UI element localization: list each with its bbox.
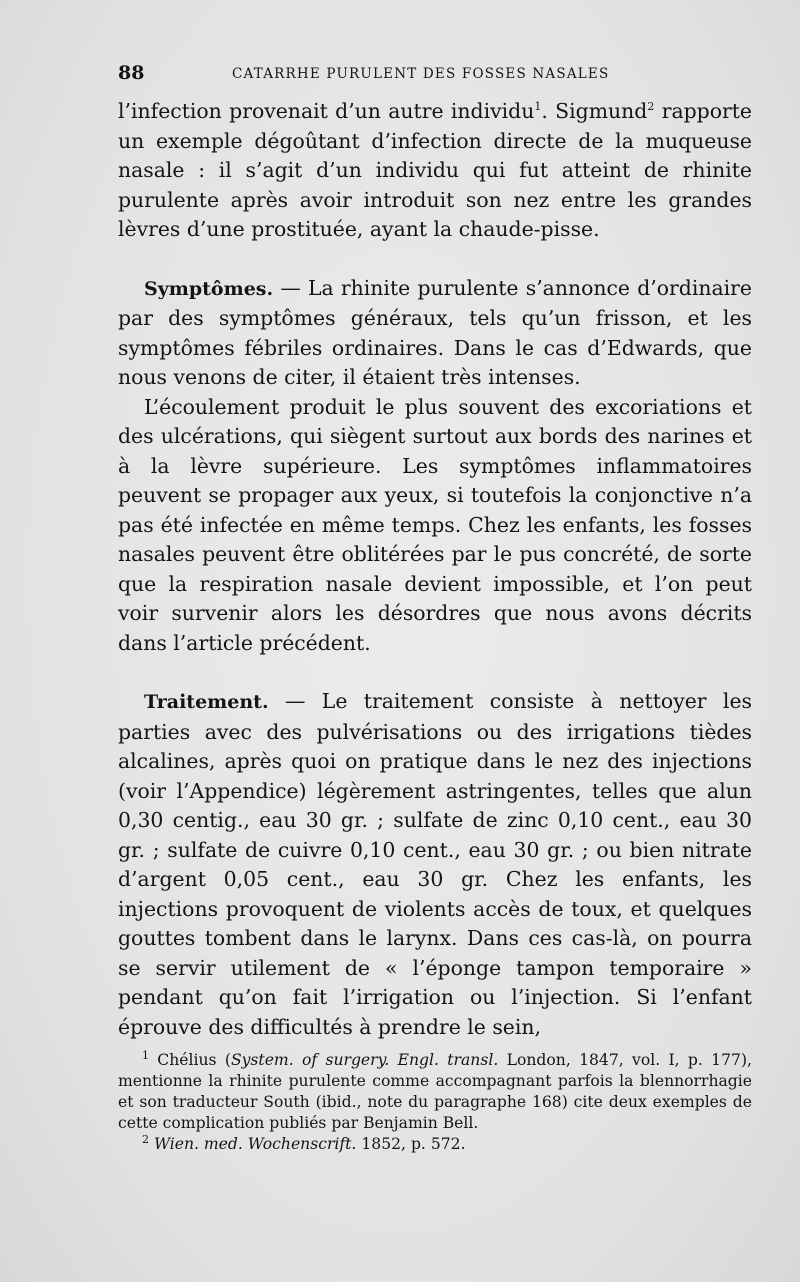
footnote-mark-1: 1 — [142, 1048, 149, 1062]
footnotes — [118, 1050, 752, 1155]
paragraph-text: . Sigmund — [541, 99, 648, 123]
page-header — [118, 62, 748, 86]
footnote-ref-2: 2 — [647, 100, 655, 114]
footnote-ref-1: 1 — [534, 100, 542, 114]
section-heading-symptoms: Symptômes. — [144, 277, 274, 300]
paragraph-text: — La rhinite purulente s’annonce d’ordinaire par des symptômes généraux, tels qu’un frisson, et les symptômes fébriles ordinaires. Dans le cas d’Edwards, que nous venons de citer, il étaient très intenses. — [118, 275, 752, 389]
footnote-text: London, 1847, vol. I, p. 177), mentionne la rhinite purulente comme accompagnant parfois la blennorrhagie et son traducteur South (ibid., note du paragraphe 168) cite deux exemples de cette complication publiés par Benjamin Bell. — [118, 1051, 752, 1132]
body-text — [118, 97, 752, 1042]
paragraph-text: l’infection provenait d’un autre individu — [118, 99, 535, 123]
page-number: 88 — [118, 62, 145, 84]
footnote-2 — [118, 1134, 752, 1155]
paragraph-symptoms — [118, 274, 752, 393]
paragraph-text: — Le traitement consiste à nettoyer les parties avec des pulvérisations ou des irrigations tièdes alcalines, après quoi on pratique dans le nez des injections (voir l’Appendice) légèrement astringentes, telles que alun 0,30 centig., eau 30 gr. ; sulfate de zinc 0,10 cent., eau 30 gr. ; sulfate de cuivre 0,10 cent., eau 30 gr. ; ou bien nitrate d’argent 0,05 cent., eau 30 gr. Chez les enfants, les injections provoquent de violents accès de toux, et quelques gouttes tombent dans le larynx. Dans ces cas-là, on pourra se servir utilement de « l’éponge tampon temporaire » pendant qu’on fait l’irrigation ou l’injection. Si l’enfant éprouve des difficultés à prendre le sein, — [118, 689, 752, 1039]
footnote-citation: Wien. med. Wochenscrift. — [153, 1135, 357, 1153]
section-heading-treatment: Traitement. — [144, 691, 269, 713]
footnote-1 — [118, 1050, 752, 1134]
running-title: CATARRHE PURULENT DES FOSSES NASALES — [232, 66, 610, 82]
paragraph-infection — [118, 97, 752, 245]
paragraph-discharge: L’écoulement produit le plus souvent des excoriations et des ulcérations, qui siègent surtout aux bords des narines et à la lèvre supérieure. Les symptômes inflammatoires peuvent se propager aux yeux, si toutefois la conjonctive n’a pas été infectée en même temps. Chez les enfants, les fosses nasales peuvent être oblitérées par le pus concrété, de sorte que la respiration nasale devient impossible, et l’on peut voir survenir alors les désordres que nous avons décrits dans l’article précédent. — [118, 394, 752, 655]
paragraph-text: rapporte un exemple dégoûtant d’infection directe de la muqueuse nasale : il s’agit d’un individu qui fut atteint de rhinite purulente après avoir introduit son nez entre les grandes lèvres d’une prostituée, ayant la chaude-pisse. — [118, 99, 752, 241]
section-spacer — [118, 658, 752, 687]
section-spacer — [118, 245, 752, 274]
paragraph-treatment — [118, 687, 752, 1042]
footnote-text: 1852, p. 572. — [356, 1135, 466, 1153]
footnote-mark-2: 2 — [142, 1132, 149, 1146]
footnote-citation: System. of surgery. Engl. transl. — [230, 1051, 499, 1069]
footnote-text: Chélius ( — [149, 1051, 231, 1069]
